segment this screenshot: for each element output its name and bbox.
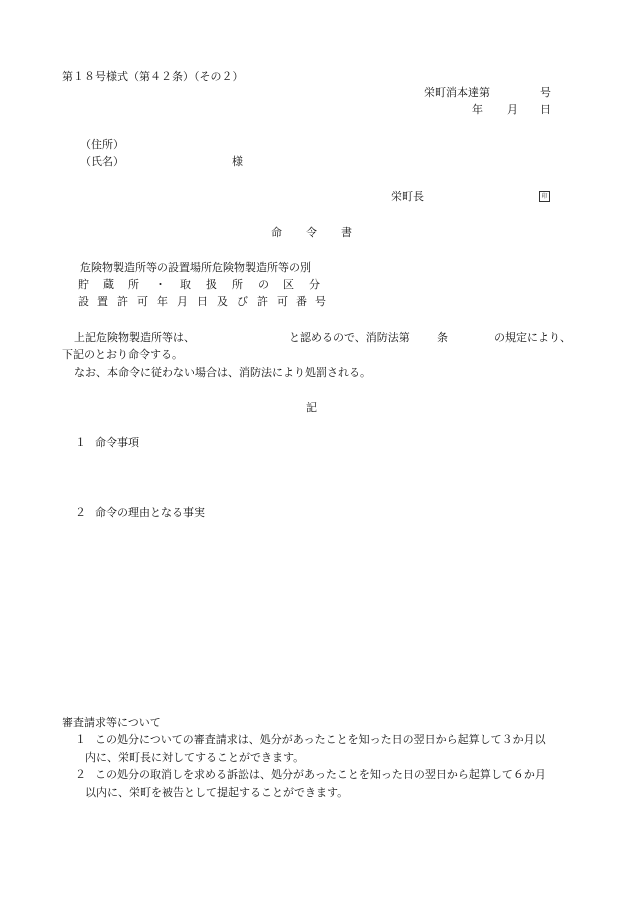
- facility-line3-char: 許: [257, 295, 268, 308]
- name-label: （氏名）: [80, 155, 124, 168]
- document-number-suffix: 号: [540, 86, 551, 99]
- facility-line2-char: 所: [128, 278, 139, 291]
- body-paragraph-1-part-b: と認めるので、消防法第: [289, 331, 410, 344]
- facility-line2-char: 取: [180, 278, 191, 291]
- section-2-number: ２: [75, 506, 86, 519]
- facility-line3-char: 月: [177, 295, 188, 308]
- appeal-item-1-line-1: この処分についての審査請求は、処分があったことを知った日の翌日から起算して３か月以: [95, 733, 546, 746]
- date-day-label: 日: [540, 103, 551, 116]
- facility-line3-char: 設: [78, 295, 89, 308]
- facility-line2-char: の: [258, 278, 269, 291]
- facility-line3-char: 許: [117, 295, 128, 308]
- facility-info-line-1: 危険物製造所等の設置場所危険物製造所等の別: [80, 261, 311, 274]
- date-year-label: 年: [472, 103, 483, 116]
- body-paragraph-1-part-d: の規定により、: [494, 331, 571, 344]
- section-1-number: １: [75, 436, 86, 449]
- appeal-item-1-number: １: [75, 733, 86, 746]
- issuer-title: 栄町長: [391, 190, 424, 203]
- address-label: （住所）: [80, 138, 124, 151]
- facility-line3-char: 可: [137, 295, 148, 308]
- document-title-char-3: 書: [341, 226, 352, 239]
- appeal-item-2-number: ２: [75, 768, 86, 781]
- facility-line3-char: 置: [97, 295, 108, 308]
- section-1-title: 命令事項: [95, 436, 139, 449]
- appeal-heading: 審査請求等について: [62, 716, 161, 729]
- facility-line3-char: 号: [315, 295, 326, 308]
- facility-line3-char: 日: [197, 295, 208, 308]
- facility-line2-char: ・: [155, 278, 166, 291]
- body-paragraph-1-line-2: 下記のとおり命令する。: [62, 348, 183, 361]
- appeal-item-1-line-2: 内に、栄町長に対してすることができます。: [85, 751, 305, 764]
- facility-line2-char: 所: [232, 278, 243, 291]
- facility-line2-char: 貯: [78, 278, 89, 291]
- document-title-char-2: 令: [306, 226, 317, 239]
- facility-line3-char: び: [237, 295, 248, 308]
- appeal-item-2-line-2: 以内に、栄町を被告として提起することができます。: [85, 786, 349, 799]
- honorific: 様: [232, 155, 243, 168]
- document-number-prefix: 栄町消本達第: [424, 86, 490, 99]
- ki-heading: 記: [306, 401, 317, 414]
- facility-line3-char: 年: [157, 295, 168, 308]
- body-paragraph-2: なお、本命令に従わない場合は、消防法により処罰される。: [74, 366, 371, 379]
- facility-line2-char: 蔵: [103, 278, 114, 291]
- form-number: 第１８号様式（第４２条）（その２）: [62, 70, 244, 83]
- facility-line3-char: 及: [217, 295, 228, 308]
- facility-line3-char: 可: [277, 295, 288, 308]
- facility-line2-char: 区: [283, 278, 294, 291]
- document-title-char-1: 命: [271, 226, 282, 239]
- appeal-item-2-line-1: この処分の取消しを求める訴訟は、処分があったことを知った日の翌日から起算して６か月: [95, 768, 546, 781]
- facility-line2-char: 扱: [206, 278, 217, 291]
- body-paragraph-1-part-a: 上記危険物製造所等は、: [74, 331, 195, 344]
- facility-line3-char: 番: [296, 295, 307, 308]
- body-paragraph-1-part-c: 条: [437, 331, 448, 344]
- seal-icon: 印: [539, 191, 550, 202]
- facility-line2-char: 分: [309, 278, 320, 291]
- date-month-label: 月: [507, 103, 518, 116]
- section-2-title: 命令の理由となる事実: [95, 506, 205, 519]
